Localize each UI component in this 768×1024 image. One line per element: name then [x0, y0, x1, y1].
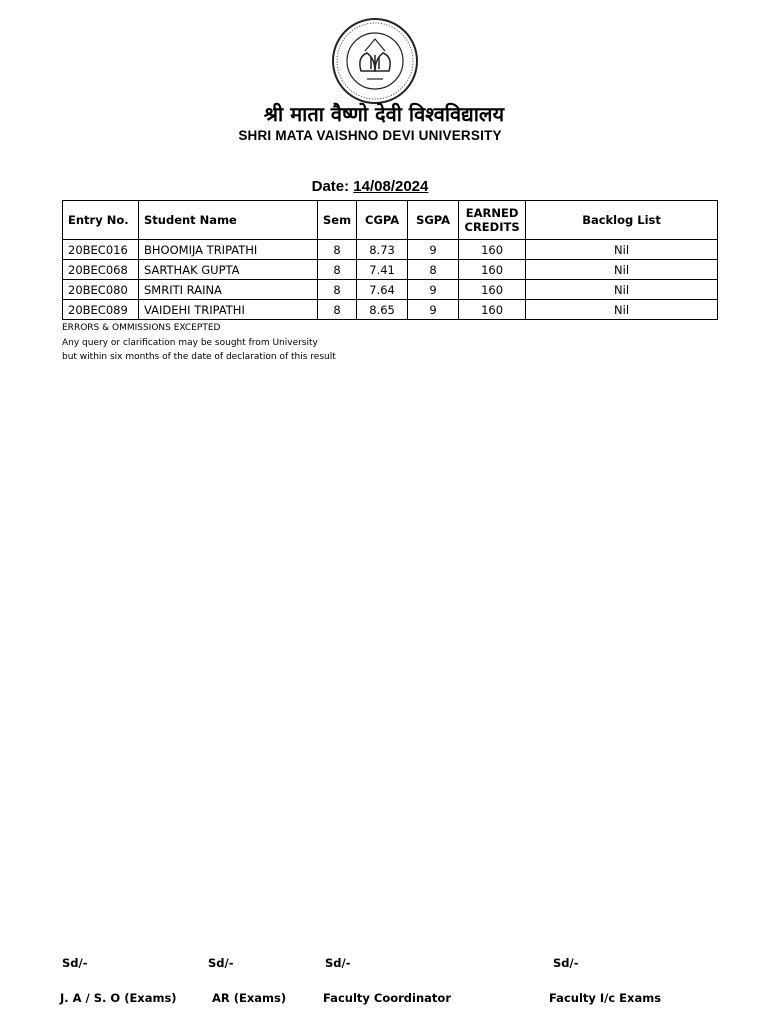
cell-student-name: BHOOMIJA TRIPATHI — [139, 240, 318, 260]
cell-sem: 8 — [318, 260, 357, 280]
university-name-hindi: श्री माता वैष्णो देवी विश्वविद्यालय — [263, 102, 505, 126]
role-faculty-ic-exams: Faculty I/c Exams — [549, 991, 662, 1005]
cell-backlog: Nil — [526, 300, 718, 320]
signature-faculty-coordinator: Sd/- — [325, 956, 351, 970]
date-value: 14/08/2024 — [353, 178, 429, 195]
cell-entry-no: 20BEC068 — [63, 260, 139, 280]
cell-backlog: Nil — [526, 260, 718, 280]
table-row — [63, 280, 718, 300]
university-name-english: SHRI MATA VAISHNO DEVI UNIVERSITY — [238, 128, 502, 143]
signature-faculty-ic: Sd/- — [553, 956, 579, 970]
university-seal-logo — [331, 17, 419, 105]
cell-sgpa: 8 — [408, 260, 459, 280]
result-notes — [62, 321, 336, 365]
cell-student-name: SARTHAK GUPTA — [139, 260, 318, 280]
cell-backlog: Nil — [526, 240, 718, 260]
cell-cgpa: 8.73 — [357, 240, 408, 260]
date-label: Date: — [311, 178, 350, 195]
cell-entry-no: 20BEC089 — [63, 300, 139, 320]
header-entry-no: Entry No. — [63, 201, 139, 240]
cell-earned-credits: 160 — [459, 300, 526, 320]
header-cgpa: CGPA — [357, 201, 408, 240]
cell-student-name: SMRITI RAINA — [139, 280, 318, 300]
header-student-name: Student Name — [139, 201, 318, 240]
cell-sgpa: 9 — [408, 300, 459, 320]
cell-earned-credits: 160 — [459, 240, 526, 260]
cell-student-name: VAIDEHI TRIPATHI — [139, 300, 318, 320]
header-earned-credits-line2: CREDITS — [464, 220, 520, 234]
note-six-months: but within six months of the date of declaration of this result — [62, 352, 336, 362]
table-row — [63, 260, 718, 280]
cell-sem: 8 — [318, 300, 357, 320]
cell-cgpa: 7.41 — [357, 260, 408, 280]
cell-sgpa: 9 — [408, 280, 459, 300]
role-ar-exams: AR (Exams) — [212, 991, 287, 1005]
cell-backlog: Nil — [526, 280, 718, 300]
table-row — [63, 240, 718, 260]
signature-ja-so: Sd/- — [62, 956, 88, 970]
table-row — [63, 300, 718, 320]
note-query-clarification: Any query or clarification may be sought from University — [62, 337, 318, 348]
cell-sem: 8 — [318, 280, 357, 300]
header-earned-credits — [459, 201, 526, 240]
table-header-row — [63, 201, 718, 240]
role-ja-so-exams: J. A / S. O (Exams) — [60, 991, 177, 1005]
header-earned-credits-line1: EARNED — [465, 206, 519, 220]
cell-cgpa: 7.64 — [357, 280, 408, 300]
cell-sem: 8 — [318, 240, 357, 260]
cell-cgpa: 8.65 — [357, 300, 408, 320]
header-sgpa: SGPA — [408, 201, 459, 240]
note-errors-excepted: ERRORS & OMMISSIONS EXCEPTED — [62, 323, 221, 333]
cell-entry-no: 20BEC016 — [63, 240, 139, 260]
cell-earned-credits: 160 — [459, 260, 526, 280]
header-sem: Sem — [318, 201, 357, 240]
cell-entry-no: 20BEC080 — [63, 280, 139, 300]
header-backlog-list: Backlog List — [526, 201, 718, 240]
cell-sgpa: 9 — [408, 240, 459, 260]
role-faculty-coordinator: Faculty Coordinator — [323, 991, 451, 1005]
signature-ar: Sd/- — [208, 956, 234, 970]
result-date — [0, 178, 740, 195]
results-table — [62, 200, 718, 320]
cell-earned-credits: 160 — [459, 280, 526, 300]
